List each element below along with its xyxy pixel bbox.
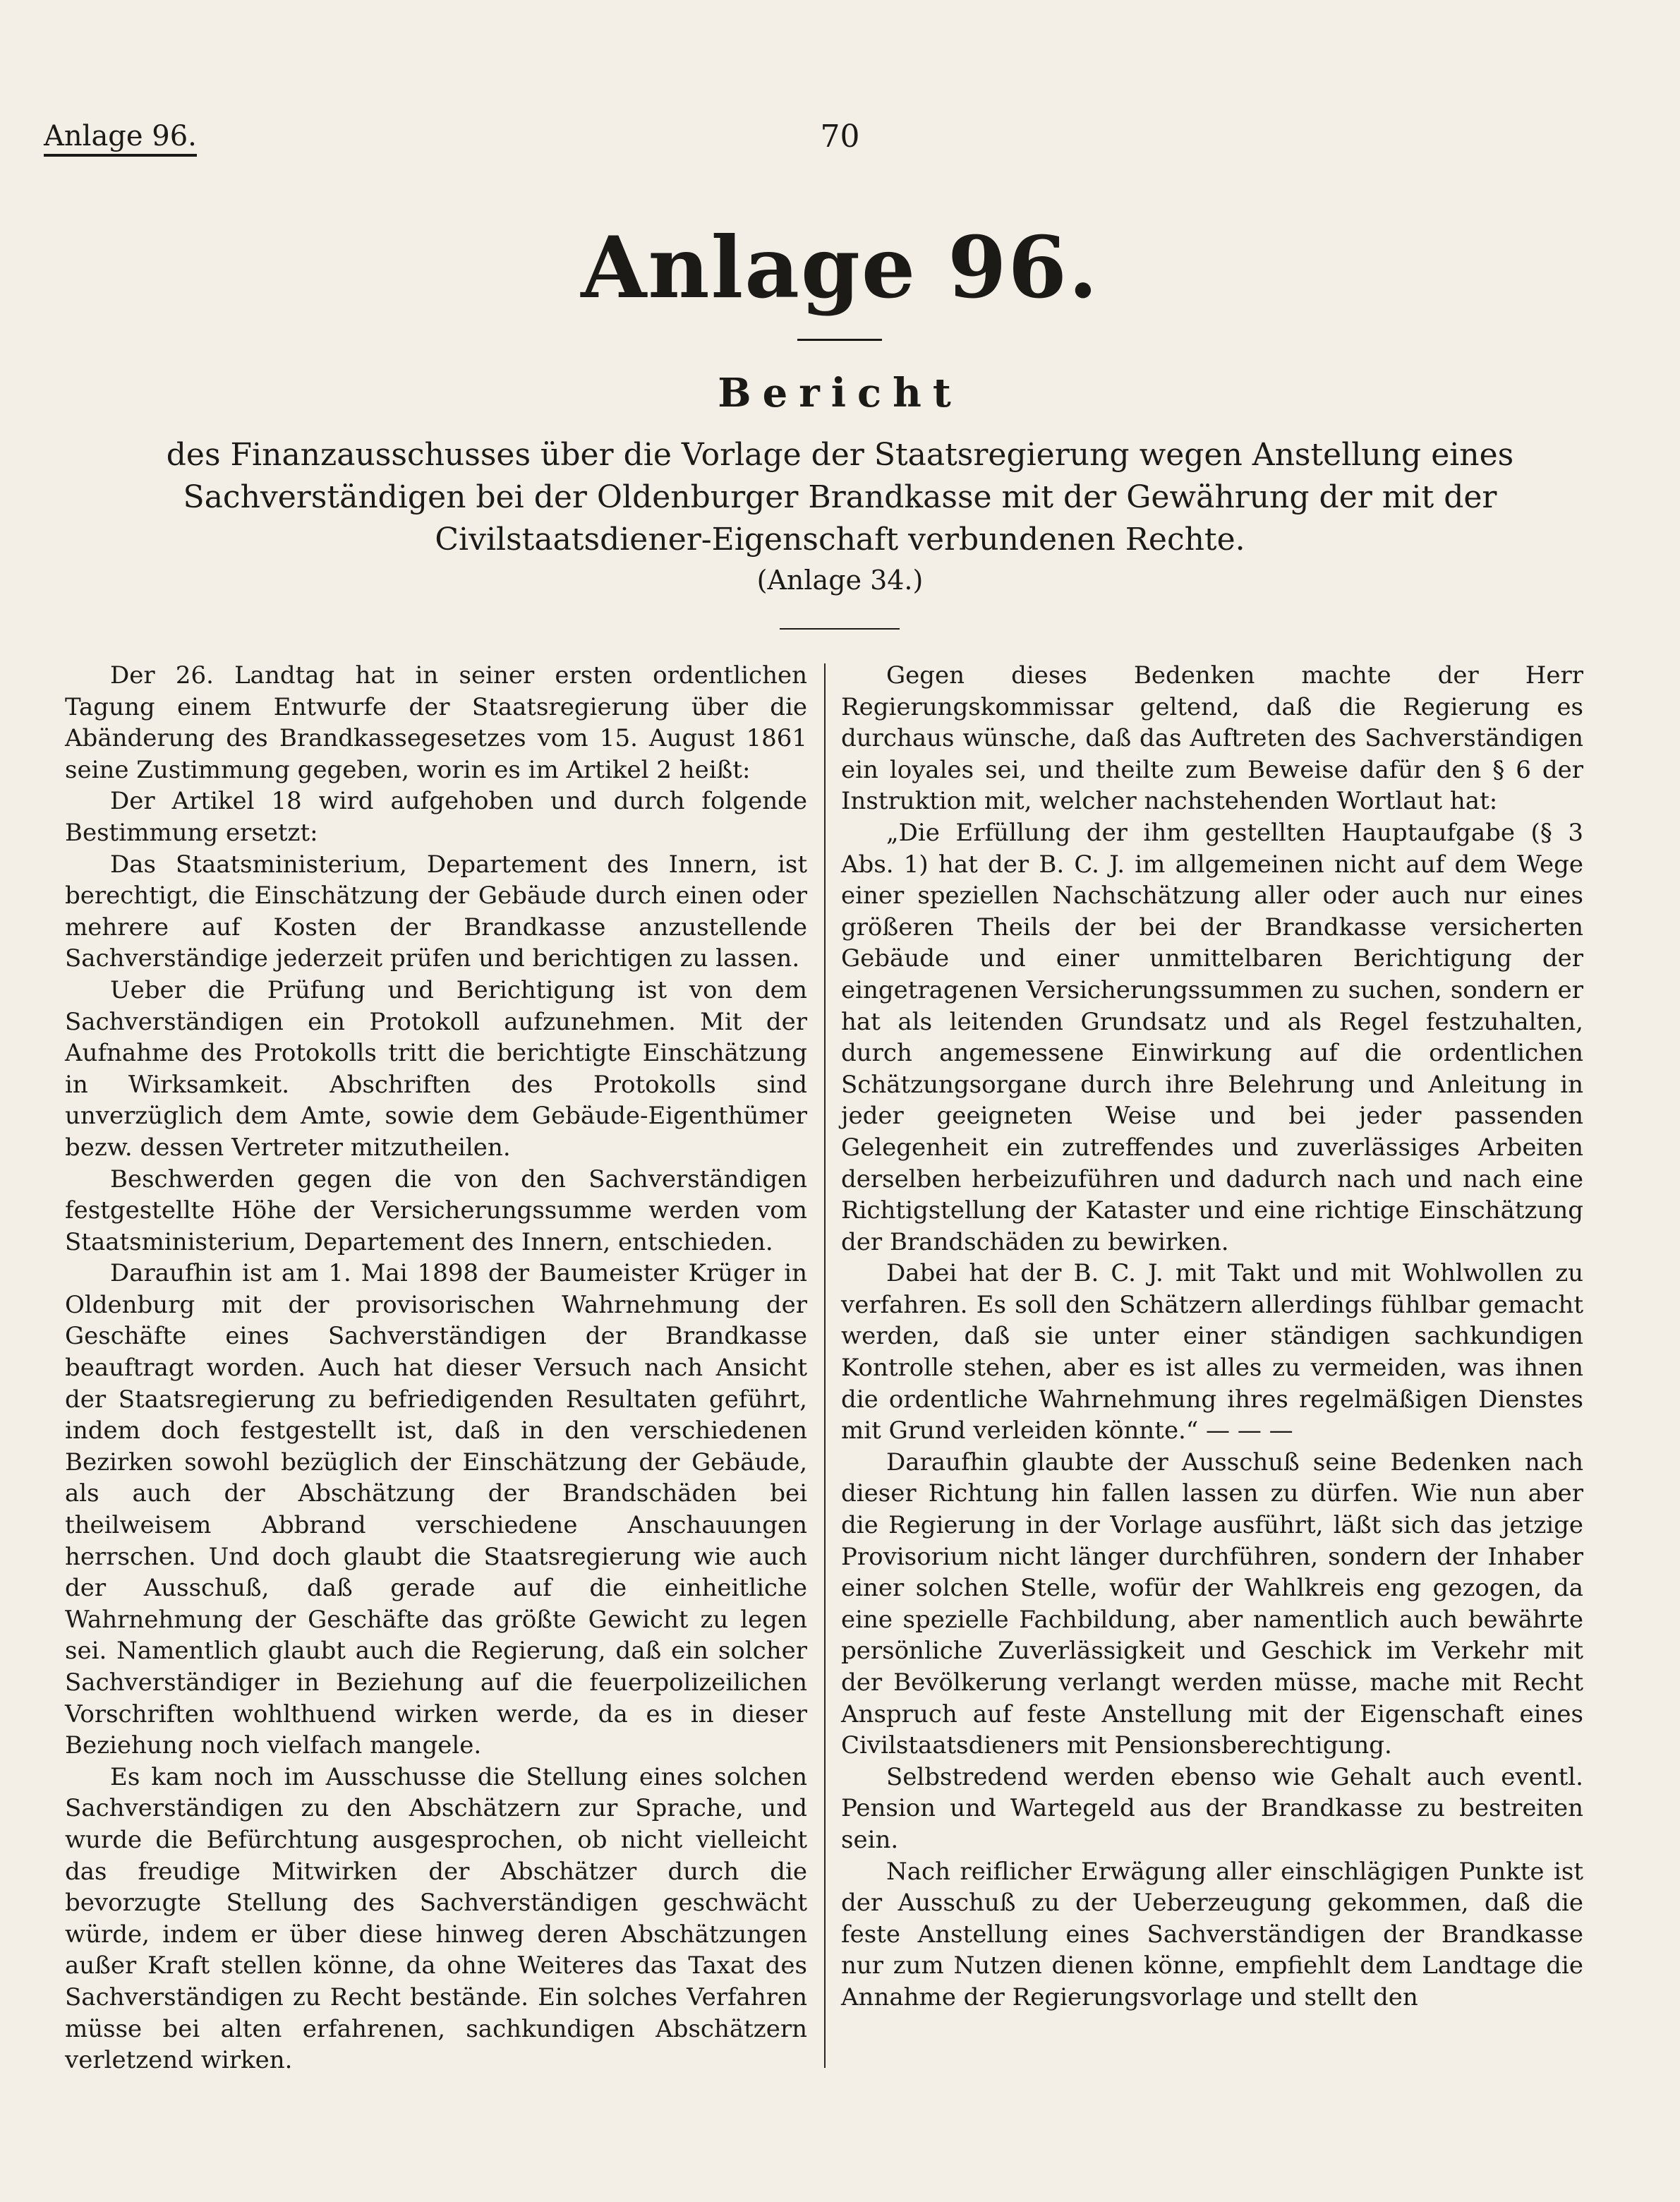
running-head: Anlage 96. — [44, 120, 197, 157]
column-divider — [824, 663, 826, 2068]
paragraph: Das Staatsministerium, Departement des Innern, ist berechtigt, die Einschätzung der Gebäude durch einen oder mehrere auf Kosten der Brandkasse anzustellende Sachverständige jederzeit prüfen und berichtigen zu lassen. — [65, 850, 807, 973]
paragraph: Gegen dieses Bedenken machte der Herr Regierungskommissar geltend, daß die Regierung es durchaus wünsche, daß das Auftreten des Sachverständigen ein loyales sei, und theilte zum Beweise dafür den § 6 der Instruktion mit, welcher nachstehenden Wortlaut hat: — [841, 661, 1583, 816]
document-type-heading: Bericht — [718, 370, 962, 416]
paragraph: Ueber die Prüfung und Berichtigung ist von dem Sachverständigen ein Protokoll aufzunehmen. Mit der Aufnahme des Protokolls tritt die berichtigte Einschätzung in Wirksamkeit. Abschriften des Protokolls sind unverzüglich dem Amte, sowie dem Gebäude-Eigenthümer bezw. dessen Vertreter mitzutheilen. — [65, 975, 807, 1162]
paragraph: Es kam noch im Ausschusse die Stellung eines solchen Sachverständigen zu den Abschätzern zur Sprache, und wurde die Befürchtung ausgesprochen, ob nicht vielleicht das freudige Mitwirken der Abschätzer durch die bevorzugte Stellung des Sachverständigen geschwächt würde, indem er über diese hinweg deren Abschätzungen außer Kraft stellen könne, da ohne Weiteres das Taxat des Sachverständigen zu Recht bestände. Ein solches Verfahren müsse bei alten erfahrenen, sachkundigen Abschätzern verletzend wirken. — [65, 1762, 807, 2075]
paragraph: Der Artikel 18 wird aufgehoben und durch folgende Bestimmung ersetzt: — [65, 787, 807, 847]
annex-reference: (Anlage 34.) — [756, 565, 924, 596]
page-number: 70 — [820, 119, 860, 155]
left-column — [65, 660, 807, 2076]
paragraph: Selbstredend werden ebenso wie Gehalt auch eventl. Pension und Wartegeld aus der Brandkasse zu bestreiten sein. — [841, 1762, 1583, 1854]
paragraph: Daraufhin glaubte der Ausschuß seine Bedenken nach dieser Richtung hin fallen lassen zu dürfen. Wie nun aber die Regierung in der Vorlage ausführt, läßt sich das jetzige Provisorium nicht länger durchführen, sondern der Inhaber einer solchen Stelle, wofür der Wahlkreis eng gezogen, da eine spezielle Fachbildung, aber namentlich auch bewährte persönliche Zuverlässigkeit und Geschick im Verkehr mit der Bevölkerung verlangt werden müsse, mache mit Recht Anspruch auf feste Anstellung mit der Eigenschaft eines Civilstaatsdieners mit Pensionsberechtigung. — [841, 1448, 1583, 1760]
paragraph: Daraufhin ist am 1. Mai 1898 der Baumeister Krüger in Oldenburg mit der provisorischen Wahrnehmung der Geschäfte eines Sachverständigen der Brandkasse beauftragt worden. Auch hat dieser Versuch nach Ansicht der Staatsregierung zu befriedigenden Resultaten geführt, indem doch festgestellt ist, daß in den verschiedenen Bezirken sowohl bezüglich der Einschätzung der Gebäude, als auch der Abschätzung der Brandschäden bei theilweisem Abbrand verschiedene Anschauungen herrschen. Und doch glaubt die Staatsregierung wie auch der Ausschuß, daß gerade auf die einheitliche Wahrnehmung der Geschäfte das größte Gewicht zu legen sei. Namentlich glaubt auch die Regierung, daß ein solcher Sachverständiger in Beziehung auf die feuerpolizeilichen Vorschriften wohlthuend wirken werde, da es in dieser Beziehung noch vielfach mangele. — [65, 1259, 807, 1760]
header-divider — [780, 628, 900, 630]
right-column — [841, 660, 1583, 2014]
document-title: Anlage 96. — [581, 218, 1099, 318]
paragraph: Nach reiflicher Erwägung aller einschlägigen Punkte ist der Ausschuß zu der Ueberzeugung gekommen, daß die feste Anstellung eines Sachverständigen der Brandkasse nur zum Nutzen dienen könne, empfiehlt dem Landtage die Annahme der Regierungsvorlage und stellt den — [841, 1857, 1583, 2011]
paragraph: Der 26. Landtag hat in seiner ersten ordentlichen Tagung einem Entwurfe der Staatsregierung über die Abänderung des Brandkassegesetzes vom 15. August 1861 seine Zustimmung gegeben, worin es im Artikel 2 heißt: — [65, 661, 807, 784]
document-subtitle: des Finanzausschusses über die Vorlage der Staatsregierung wegen Anstellung eines Sachverständigen bei der Oldenburger Brandkasse mit der Gewährung der mit der Civilstaatsdiener-Eigenschaft verbundenen Rechte. — [166, 437, 1514, 558]
paragraph: Beschwerden gegen die von den Sachverständigen festgestellte Höhe der Versicherungssumme werden vom Staatsministerium, Departement des Innern, entschieden. — [65, 1165, 807, 1256]
title-divider — [797, 339, 882, 341]
quoted-instruction: „Die Erfüllung der ihm gestellten Hauptaufgabe (§ 3 Abs. 1) hat der B. C. J. im allgemeinen nicht auf dem Wege einer speziellen Nachschätzung aller oder auch nur eines größeren Theils der bei der Brandkasse versicherten Gebäude und einer unmittelbaren Berichtigung der eingetragenen Versicherungssummen zu suchen, sondern er hat als leitenden Grundsatz und als Regel festzuhalten, durch angemessene Einwirkung auf die ordentlichen Schätzungsorgane durch ihre Belehrung und Anleitung in jeder geeigneten Weise und bei jeder passenden Gelegenheit ein zutreffendes und zuverlässiges Arbeiten derselben herbeizuführen und dadurch nach und nach eine Richtigstellung der Kataster und eine richtige Einschätzung der Brandschäden zu bewirken. — [841, 818, 1583, 1256]
quoted-instruction-cont: Dabei hat der B. C. J. mit Takt und mit Wohlwollen zu verfahren. Es soll den Schätzern allerdings fühlbar gemacht werden, daß sie unter einer ständigen sachkundigen Kontrolle stehen, aber es ist alles zu vermeiden, was ihnen die ordentliche Wahrnehmung ihres regelmäßigen Dienstes mit Grund verleiden könnte.“ — — — — [841, 1259, 1583, 1445]
